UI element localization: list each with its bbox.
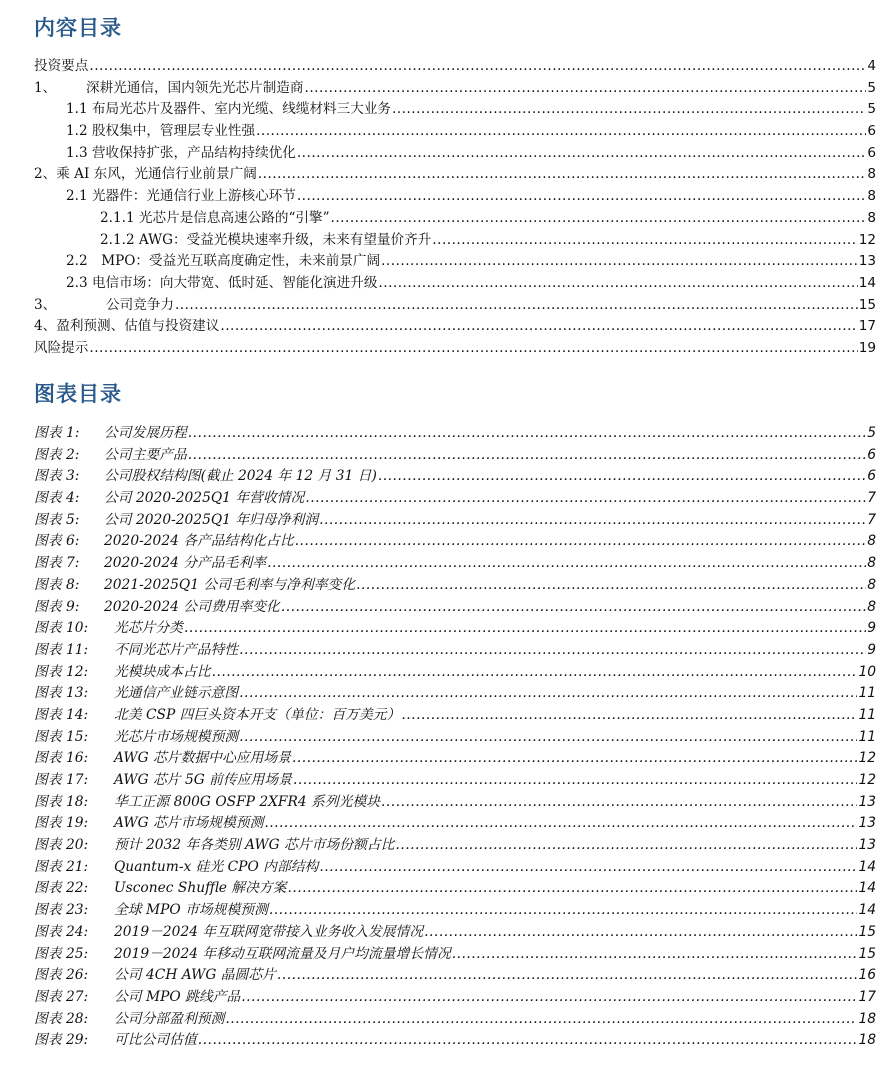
figure-entry[interactable] xyxy=(34,746,876,768)
figure-entry[interactable] xyxy=(34,985,876,1007)
dot-leader xyxy=(378,275,857,291)
toc-entry-page: 4 xyxy=(867,58,876,74)
dot-leader xyxy=(297,188,866,204)
dot-leader xyxy=(188,425,866,441)
toc-entry-label: 2、乘 AI 东风，光通信行业前景广阔 xyxy=(34,166,257,183)
figure-entry[interactable] xyxy=(34,703,876,725)
figure-entry[interactable] xyxy=(34,486,876,508)
figure-page: 12 xyxy=(858,772,876,788)
figure-number: 图表 28: xyxy=(34,1010,89,1027)
figure-label: 北美 CSP 四巨头资本开支（单位：百万美元） xyxy=(114,706,401,723)
figure-page: 11 xyxy=(858,706,876,723)
toc-entry-page: 8 xyxy=(867,166,876,183)
figure-label: 公司 4CH AWG 晶圆芯片 xyxy=(114,967,276,984)
toc-entry-page: 15 xyxy=(858,296,876,313)
dot-leader xyxy=(188,447,866,463)
figure-label: 公司 2020-2025Q1 年归母净利润 xyxy=(104,511,319,528)
figure-entry[interactable] xyxy=(34,681,876,703)
toc-entry-page: 5 xyxy=(867,101,876,118)
figure-page: 9 xyxy=(867,641,876,658)
dot-leader xyxy=(319,512,866,528)
dot-leader xyxy=(212,664,858,680)
figure-label: 全球 MPO 市场规模预测 xyxy=(114,902,268,919)
dot-leader xyxy=(256,123,866,139)
figure-label: 2019－2024 年互联网宽带接入业务收入发展情况 xyxy=(114,923,424,940)
figure-number: 图表 5: xyxy=(34,511,80,528)
figure-number: 图表 15: xyxy=(34,728,89,745)
figure-entry[interactable] xyxy=(34,660,876,682)
figure-page: 11 xyxy=(858,685,876,702)
dot-leader xyxy=(452,946,858,962)
figure-page: 15 xyxy=(858,945,876,962)
toc-title: 内容目录 xyxy=(34,16,122,40)
figure-label: 2020-2024 公司费用率变化 xyxy=(104,598,280,615)
figure-entry[interactable] xyxy=(34,551,876,573)
figure-page: 13 xyxy=(858,793,876,810)
toc-entry[interactable] xyxy=(34,54,876,76)
figure-number: 图表 29: xyxy=(34,1032,89,1049)
dot-leader xyxy=(239,685,857,701)
toc-entry[interactable] xyxy=(34,76,876,98)
figure-label: Quantum-x 硅光 CPO 内部结构 xyxy=(114,858,319,875)
figure-entry[interactable] xyxy=(34,529,876,551)
dot-leader xyxy=(220,318,857,334)
figure-page: 5 xyxy=(867,425,876,441)
figure-entry[interactable] xyxy=(34,790,876,812)
figure-label: AWG 芯片 5G 前传应用场景 xyxy=(114,772,292,788)
figure-label: 2019－2024 年移动互联网流量及月户均流量增长情况 xyxy=(114,945,451,962)
figure-entry[interactable] xyxy=(34,638,876,660)
figure-label: 公司发展历程 xyxy=(104,425,187,441)
figure-label: AWG 芯片数据中心应用场景 xyxy=(114,750,291,767)
figure-number: 图表 7: xyxy=(34,555,80,572)
dot-leader xyxy=(241,989,857,1005)
figure-entry[interactable] xyxy=(34,920,876,942)
dot-leader xyxy=(89,58,866,74)
dot-leader xyxy=(292,750,857,766)
toc-entry[interactable] xyxy=(34,293,876,315)
figures-title: 图表目录 xyxy=(34,382,122,406)
toc-entry-label: 投资要点 xyxy=(34,58,89,74)
figure-number: 图表 27: xyxy=(34,988,89,1005)
figure-page: 8 xyxy=(867,576,876,593)
figure-page: 8 xyxy=(867,598,876,615)
dot-leader xyxy=(378,468,866,484)
figure-number: 图表 17: xyxy=(34,772,89,788)
figure-label: 光芯片市场规模预测 xyxy=(114,728,239,745)
figure-number: 图表 12: xyxy=(34,663,89,680)
toc-entry-number: 1、 xyxy=(34,79,57,96)
figure-label: 华工正源 800G OSFP 2XFR4 系列光模块 xyxy=(114,793,381,810)
figure-entry[interactable] xyxy=(34,898,876,920)
toc-entry-label: 2.1 光器件：光通信行业上游核心环节 xyxy=(66,188,296,205)
figure-page: 14 xyxy=(858,858,876,875)
figure-page: 7 xyxy=(867,490,876,507)
figure-page: 9 xyxy=(867,620,876,637)
figure-page: 13 xyxy=(858,815,876,832)
figure-entry[interactable] xyxy=(34,855,876,877)
dot-leader xyxy=(281,599,866,615)
toc-entry-page: 12 xyxy=(858,231,876,248)
figure-page: 6 xyxy=(867,468,876,485)
dot-leader xyxy=(395,837,857,853)
figures-list xyxy=(34,421,876,1050)
dot-leader xyxy=(277,967,858,983)
figure-entry[interactable] xyxy=(34,616,876,638)
figure-number: 图表 3: xyxy=(34,468,80,485)
figure-number: 图表 21: xyxy=(34,858,89,875)
figure-label: 2020-2024 各产品结构化占比 xyxy=(104,533,294,550)
toc-entry-label: 深耕光通信，国内领先光芯片制造商 xyxy=(86,79,304,96)
figure-number: 图表 18: xyxy=(34,793,89,810)
figure-number: 图表 8: xyxy=(34,576,80,593)
figure-number: 图表 13: xyxy=(34,685,89,702)
dot-leader xyxy=(297,145,866,161)
toc-entry-page: 17 xyxy=(858,318,876,335)
figure-label: 公司分部盈利预测 xyxy=(114,1010,225,1027)
figure-label: 公司 MPO 跳线产品 xyxy=(114,988,241,1005)
figure-entry[interactable] xyxy=(34,876,876,898)
dot-leader xyxy=(267,555,866,571)
figure-label: AWG 芯片市场规模预测 xyxy=(114,815,264,832)
toc-entry-label: 2.1.2 AWG：受益光模块速率升级，未来有望量价齐升 xyxy=(100,231,432,248)
figure-page: 10 xyxy=(858,663,876,680)
figure-page: 16 xyxy=(858,967,876,984)
dot-leader xyxy=(305,490,866,506)
figure-number: 图表 9: xyxy=(34,598,80,615)
dot-leader xyxy=(401,707,857,723)
figure-entry[interactable] xyxy=(34,1007,876,1029)
dot-leader xyxy=(424,924,857,940)
figure-label: 公司 2020-2025Q1 年营收情况 xyxy=(104,490,305,507)
toc-entry-label: 2.2 MPO：受益光互联高度确定性，未来前景广阔 xyxy=(66,253,381,270)
figure-number: 图表 20: xyxy=(34,837,89,854)
dot-leader xyxy=(356,577,866,593)
figure-number: 图表 23: xyxy=(34,902,89,919)
dot-leader xyxy=(295,533,867,549)
figure-label: 可比公司估值 xyxy=(114,1032,197,1049)
figure-number: 图表 25: xyxy=(34,945,89,962)
figure-entry[interactable] xyxy=(34,811,876,833)
dot-leader xyxy=(381,253,858,269)
figure-number: 图表 19: xyxy=(34,815,89,832)
toc-entry[interactable] xyxy=(34,141,876,163)
figure-entry[interactable] xyxy=(34,464,876,486)
figure-label: 预计 2032 年各类别 AWG 芯片市场份额占比 xyxy=(114,837,395,854)
toc-entry[interactable] xyxy=(34,119,876,141)
figure-page: 11 xyxy=(858,728,876,745)
toc-entry[interactable] xyxy=(34,249,876,271)
figure-entry[interactable] xyxy=(34,833,876,855)
toc-entry-page: 8 xyxy=(867,209,876,226)
dot-leader xyxy=(198,1032,858,1048)
toc-entry[interactable] xyxy=(34,228,876,250)
dot-leader xyxy=(392,101,866,117)
toc-entry-label: 4、盈利预测、估值与投资建议 xyxy=(34,318,220,335)
dot-leader xyxy=(258,166,867,182)
dot-leader xyxy=(381,794,857,810)
dot-leader xyxy=(287,880,857,896)
toc-entry[interactable] xyxy=(34,271,876,293)
dot-leader xyxy=(319,859,857,875)
toc-entry[interactable] xyxy=(34,184,876,206)
figure-number: 图表 4: xyxy=(34,490,80,507)
toc-entry-label: 风险提示 xyxy=(34,339,89,356)
toc-entry-label: 公司竞争力 xyxy=(106,296,174,313)
toc-entry-label: 1.1 布局光芯片及器件、室内光缆、线缆材料三大业务 xyxy=(66,101,392,118)
dot-leader xyxy=(331,210,867,226)
figure-number: 图表 24: xyxy=(34,923,89,940)
figure-page: 8 xyxy=(867,555,876,572)
figure-entry[interactable] xyxy=(34,443,876,465)
figure-number: 图表 1: xyxy=(34,425,80,441)
toc-entry-page: 14 xyxy=(858,274,876,291)
dot-leader xyxy=(239,729,857,745)
dot-leader xyxy=(269,902,858,918)
figure-page: 6 xyxy=(867,446,876,463)
dot-leader xyxy=(293,772,858,788)
figure-entry[interactable] xyxy=(34,768,876,790)
toc-entry-label: 1.2 股权集中，管理层专业性强 xyxy=(66,123,256,140)
dot-leader xyxy=(184,620,866,636)
toc-entry-page: 8 xyxy=(867,188,876,205)
figure-page: 15 xyxy=(858,923,876,940)
figure-entry[interactable] xyxy=(34,963,876,985)
toc-entry[interactable] xyxy=(34,314,876,336)
figure-number: 图表 10: xyxy=(34,620,89,637)
dot-leader xyxy=(305,80,867,96)
figure-label: 公司股权结构图(截止 2024 年 12 月 31 日) xyxy=(104,468,377,485)
toc-entry-page: 19 xyxy=(858,339,876,356)
figure-label: 光芯片分类 xyxy=(114,620,183,637)
toc-entry[interactable] xyxy=(34,206,876,228)
figure-entry[interactable] xyxy=(34,508,876,530)
dot-leader xyxy=(432,232,857,248)
figure-page: 7 xyxy=(867,511,876,528)
figure-entry[interactable] xyxy=(34,421,876,443)
figure-page: 14 xyxy=(858,880,876,897)
toc-entry[interactable] xyxy=(34,97,876,119)
figure-entry[interactable] xyxy=(34,1028,876,1050)
toc-entry-label: 2.3 电信市场：向大带宽、低时延、智能化演进升级 xyxy=(66,274,378,291)
figure-page: 8 xyxy=(867,533,876,550)
figure-entry[interactable] xyxy=(34,942,876,964)
figure-number: 图表 11: xyxy=(34,641,89,658)
figure-number: 图表 2: xyxy=(34,446,80,463)
figure-page: 17 xyxy=(858,988,876,1005)
figure-label: 2020-2024 分产品毛利率 xyxy=(104,555,267,572)
figure-number: 图表 16: xyxy=(34,750,89,767)
figure-page: 18 xyxy=(858,1010,876,1027)
dot-leader xyxy=(89,340,857,356)
figure-label: 2021-2025Q1 公司毛利率与净利率变化 xyxy=(104,576,356,593)
figure-number: 图表 22: xyxy=(34,880,89,897)
toc-entry-label: 2.1.1 光芯片是信息高速公路的“引擎” xyxy=(100,209,330,226)
figure-page: 12 xyxy=(858,750,876,767)
toc-entry-page: 6 xyxy=(867,144,876,161)
figure-number: 图表 14: xyxy=(34,706,89,723)
dot-leader xyxy=(175,297,858,313)
figure-entry[interactable] xyxy=(34,573,876,595)
figure-page: 18 xyxy=(858,1032,876,1049)
figure-label: 光模块成本占比 xyxy=(114,663,211,680)
toc-entry-page: 5 xyxy=(867,79,876,96)
figure-label: 不同光芯片产品特性 xyxy=(114,641,239,658)
figure-number: 图表 26: xyxy=(34,967,89,984)
toc-entry-page: 6 xyxy=(867,123,876,140)
figure-page: 14 xyxy=(858,902,876,919)
dot-leader xyxy=(264,815,857,831)
dot-leader xyxy=(225,1011,857,1027)
figure-number: 图表 6: xyxy=(34,533,80,550)
toc-entry-number: 3、 xyxy=(34,296,57,313)
figure-entry[interactable] xyxy=(34,725,876,747)
figure-page: 13 xyxy=(858,837,876,854)
toc-entry[interactable] xyxy=(34,336,876,358)
figure-label: Usconec Shuffle 解决方案 xyxy=(114,880,287,897)
dot-leader xyxy=(239,642,866,658)
figure-label: 公司主要产品 xyxy=(104,446,187,463)
toc-entry[interactable] xyxy=(34,162,876,184)
toc-entry-label: 1.3 营收保持扩张，产品结构持续优化 xyxy=(66,144,296,161)
toc-entry-page: 13 xyxy=(858,253,876,270)
toc-list xyxy=(34,54,876,358)
figure-entry[interactable] xyxy=(34,595,876,617)
figure-label: 光通信产业链示意图 xyxy=(114,685,239,702)
